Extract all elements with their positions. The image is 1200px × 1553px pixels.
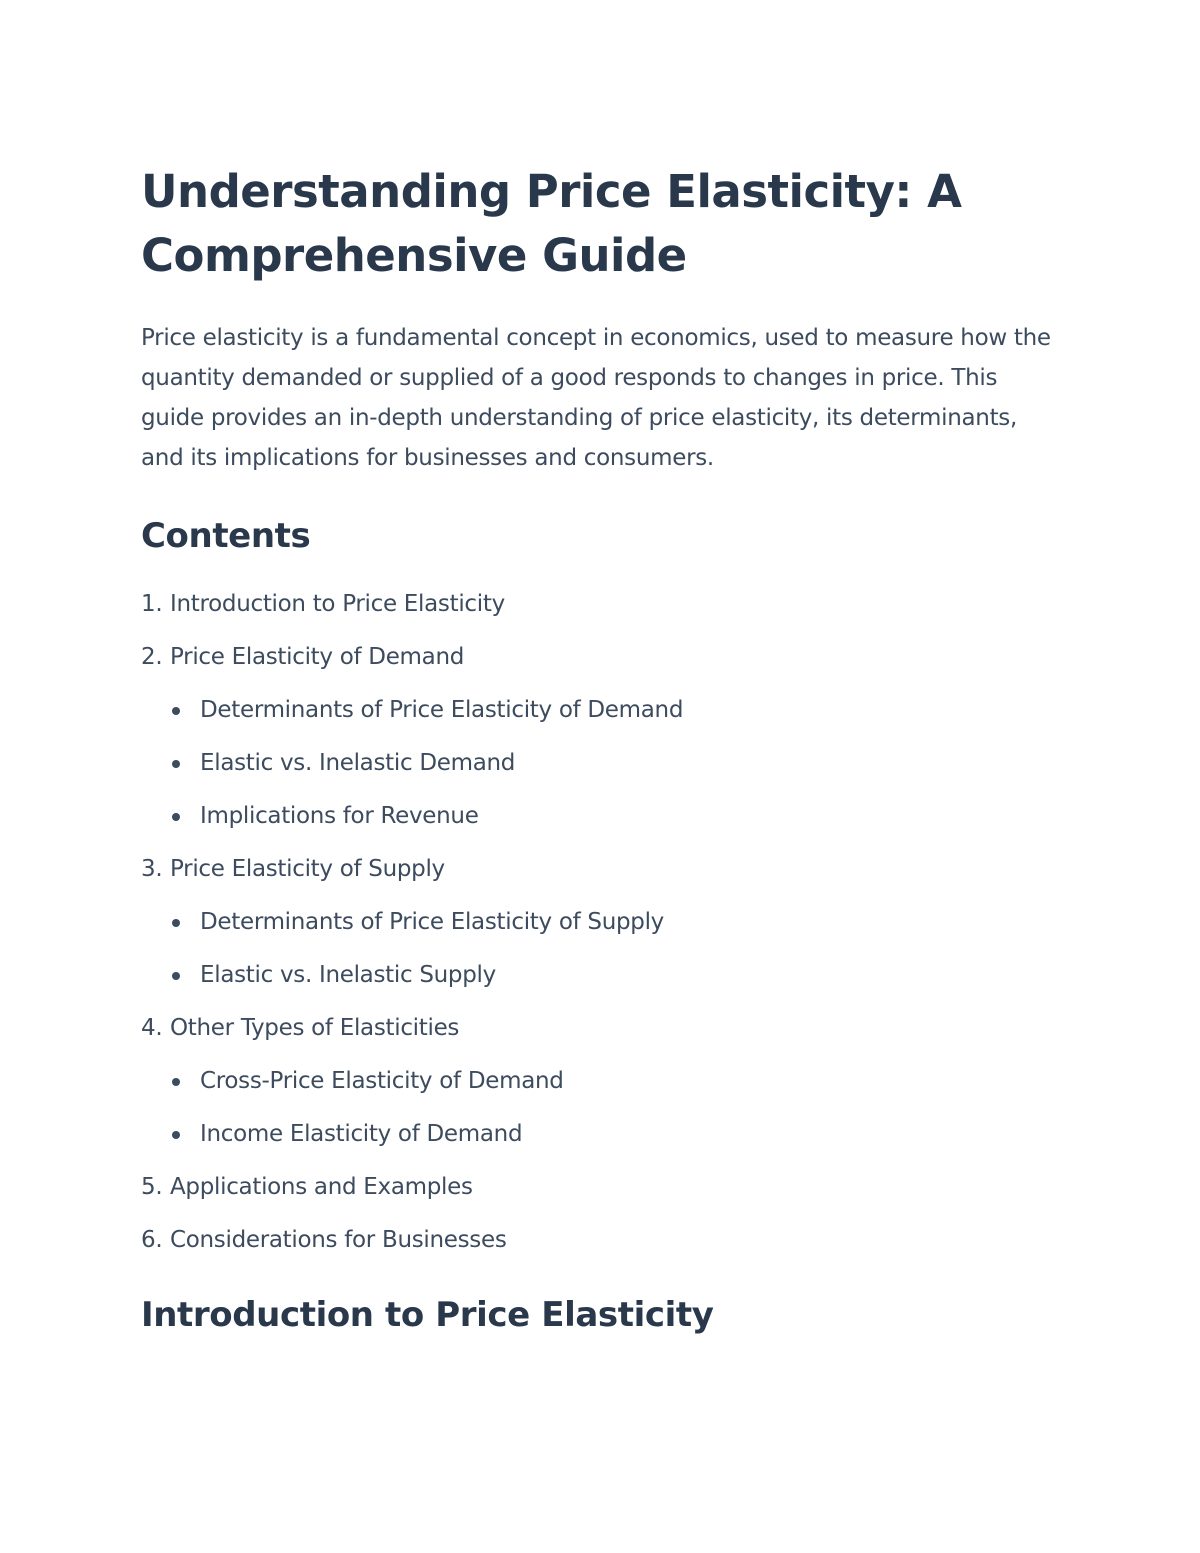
toc-subitem	[141, 949, 1061, 1002]
toc-item-label[interactable]: Price Elasticity of Demand	[170, 644, 465, 670]
bullet-icon	[172, 972, 180, 980]
toc-subitem-label[interactable]: Cross-Price Elasticity of Demand	[200, 1068, 564, 1094]
bullet-icon	[172, 813, 180, 821]
toc-sublist	[141, 896, 1061, 1002]
toc-item-label[interactable]: Applications and Examples	[170, 1174, 473, 1200]
toc-item-number: 3.	[141, 856, 163, 882]
toc-item-label[interactable]: Price Elasticity of Supply	[170, 856, 445, 882]
document-title: Understanding Price Elasticity: A Comprehensive Guide	[141, 165, 962, 282]
toc-subitem-label[interactable]: Determinants of Price Elasticity of Supply	[200, 909, 664, 935]
toc-item-label[interactable]: Considerations for Businesses	[170, 1227, 507, 1253]
toc-subitem-label[interactable]: Determinants of Price Elasticity of Demand	[200, 697, 684, 723]
toc-subitem	[141, 790, 1061, 843]
toc-item	[141, 1214, 1061, 1267]
toc-subitem-label[interactable]: Income Elasticity of Demand	[200, 1121, 523, 1147]
bullet-icon	[172, 1078, 180, 1086]
toc-subitem-label[interactable]: Elastic vs. Inelastic Supply	[200, 962, 496, 988]
toc-item	[141, 578, 1061, 631]
toc-item	[141, 631, 1061, 843]
toc-item-number: 4.	[141, 1015, 163, 1041]
intro-paragraph: Price elasticity is a fundamental concept in economics, used to measure how the quantity demanded or supplied of a good responds to changes in price. This guide provides an in-depth understanding of price elasticity, its determinants, and its implications for businesses and consumers.	[141, 325, 1051, 471]
document-page	[141, 160, 1061, 1337]
toc-item	[141, 1161, 1061, 1214]
toc-subitem	[141, 684, 1061, 737]
table-of-contents	[141, 578, 1061, 1267]
toc-item-number: 6.	[141, 1227, 163, 1253]
bullet-icon	[172, 707, 180, 715]
toc-subitem	[141, 896, 1061, 949]
section-heading: Introduction to Price Elasticity	[141, 1295, 714, 1335]
toc-item-label[interactable]: Introduction to Price Elasticity	[170, 591, 505, 617]
toc-subitem	[141, 737, 1061, 790]
toc-item	[141, 1002, 1061, 1161]
bullet-icon	[172, 760, 180, 768]
toc-sublist	[141, 684, 1061, 843]
bullet-icon	[172, 919, 180, 927]
toc-subitem-label[interactable]: Elastic vs. Inelastic Demand	[200, 750, 516, 776]
toc-item	[141, 843, 1061, 1002]
contents-heading: Contents	[141, 516, 311, 556]
toc-subitem	[141, 1108, 1061, 1161]
toc-item-number: 2.	[141, 644, 163, 670]
toc-sublist	[141, 1055, 1061, 1161]
toc-item-number: 1.	[141, 591, 163, 617]
bullet-icon	[172, 1131, 180, 1139]
toc-subitem-label[interactable]: Implications for Revenue	[200, 803, 479, 829]
toc-subitem	[141, 1055, 1061, 1108]
toc-item-number: 5.	[141, 1174, 163, 1200]
toc-item-label[interactable]: Other Types of Elasticities	[170, 1015, 460, 1041]
